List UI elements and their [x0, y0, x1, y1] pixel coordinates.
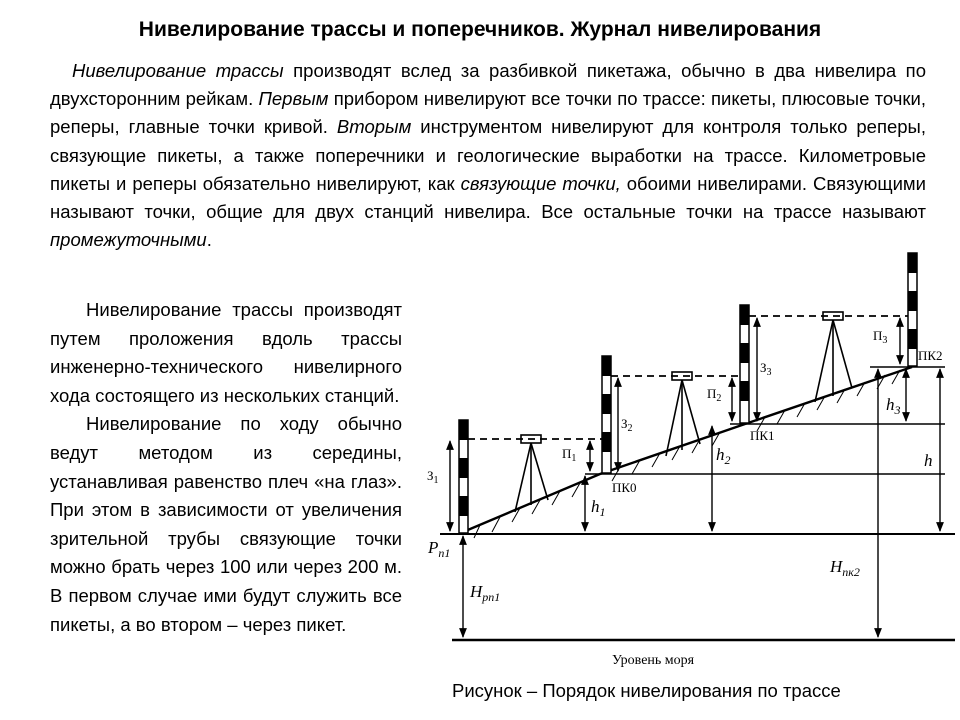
body-text: обоими нивелирами. Связующими называют точки, общие для двух станций нивелира. Все остальные точки на трассе называют	[50, 172, 926, 223]
method-paragraph-2: Нивелирование по ходу обычно ведут методом из середины, устанавливая равенство плеч «на глаз». При этом в зависимости от увеличения зрительной трубы связующие точки можно брать через 100 или через 200 м. В первом случае ими будут служить все пикеты, а во втором – через пикет.	[50, 413, 402, 635]
sea-level-label: Уровень моря	[612, 653, 695, 668]
emphasis-text: Нивелирование трассы	[72, 60, 284, 81]
rod-pk2	[908, 253, 917, 366]
method-text	[50, 296, 402, 639]
rp1-label: $Р_{п1}$	[428, 538, 451, 560]
leveling-diagram	[410, 240, 960, 680]
emphasis-text: промежуточными	[50, 229, 207, 251]
h-pk2-label: $Н_{пк2}$	[830, 557, 860, 579]
emphasis-text: связующие точки,	[460, 172, 621, 194]
level-instrument-1	[515, 435, 548, 512]
intro-paragraph	[50, 57, 926, 254]
rod-rp1	[459, 420, 468, 533]
page-title: Нивелирование трассы и поперечников. Журнал нивелирования	[138, 18, 822, 41]
rod-pk0	[602, 356, 611, 473]
body-text: прибором нивелируют все точки по трассе: пикеты, плюсовые точки, реперы, главные точки кривой.	[50, 88, 926, 138]
body-text: инструментом нивелируют для контроля только реперы, связующие пикеты, а также поперечники и геологические выработки на трассе. Километровые пикеты и реперы обязательно нивелируют, как	[50, 116, 926, 194]
z1-label: $З_1$	[427, 468, 439, 486]
h1-label: $h_1$	[591, 497, 606, 519]
p1-label: $П_1$	[562, 446, 577, 464]
level-instrument-2	[666, 372, 700, 456]
pk1-label: ПК1	[750, 428, 775, 443]
pk2-label: ПК2	[918, 348, 943, 363]
h-total-label: h	[924, 451, 933, 470]
emphasis-text: Первым	[258, 88, 329, 110]
z2-label: $З_2$	[621, 416, 633, 434]
body-text: .	[206, 229, 212, 251]
figure-caption: Рисунок – Порядок нивелирования по трассе	[452, 680, 841, 701]
h-rp1-label: $Н_{рп1}$	[470, 582, 501, 604]
rod-pk1	[740, 305, 749, 423]
emphasis-text: Вторым	[336, 116, 412, 138]
body-text: производят вслед за разбивкой пикетажа, обычно в два нивелира по двухсторонним рейкам.	[50, 60, 926, 110]
p2-label: $П_2$	[707, 386, 722, 404]
method-paragraph-1: Нивелирование трассы производят путем проложения вдоль трассы инженерно-технического нивелирного хода состоящего из нескольких станций.	[50, 299, 402, 406]
z3-label: $З_3$	[760, 360, 772, 378]
p3-label: $П_3$	[873, 328, 888, 346]
h2-label: $h_2$	[716, 445, 731, 467]
pk0-label: ПК0	[612, 480, 637, 495]
h3-label: $h_3$	[886, 395, 901, 417]
